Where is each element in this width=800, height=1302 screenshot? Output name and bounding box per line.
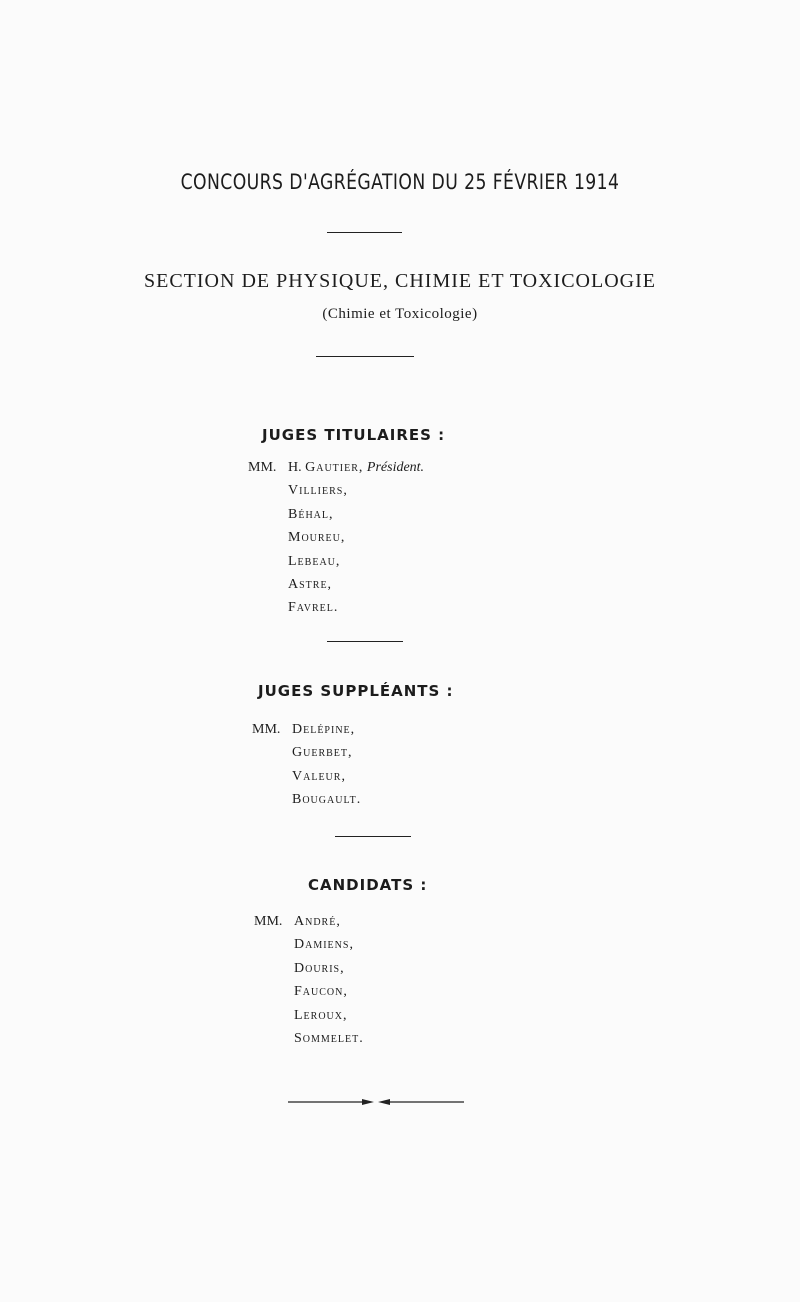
divider-rule-2 bbox=[316, 356, 414, 357]
member-name: Guerbet, bbox=[292, 745, 353, 761]
list-prefix: MM. bbox=[252, 722, 281, 737]
list-prefix: MM. bbox=[254, 914, 283, 929]
list-item bbox=[252, 741, 361, 764]
list-item bbox=[254, 957, 364, 980]
list-item bbox=[254, 980, 364, 1003]
member-name: Sommelet. bbox=[294, 1031, 364, 1047]
divider-rule-3 bbox=[327, 641, 403, 642]
end-ornament bbox=[288, 1097, 464, 1107]
member-name: Bougault. bbox=[292, 792, 362, 808]
member-name: Lebeau, bbox=[288, 553, 341, 569]
juges-titulaires-heading: JUGES TITULAIRES : bbox=[262, 426, 446, 444]
list-item bbox=[254, 1027, 364, 1050]
divider-rule-1 bbox=[327, 232, 402, 233]
list-item bbox=[252, 765, 361, 788]
member-name: Damiens, bbox=[294, 937, 354, 953]
member-initial: H. bbox=[288, 460, 302, 475]
list-item bbox=[248, 526, 424, 549]
member-name: Leroux, bbox=[294, 1007, 348, 1023]
candidats-list bbox=[254, 910, 364, 1050]
list-item bbox=[254, 933, 364, 956]
member-name: André, bbox=[294, 914, 341, 929]
document-title: CONCOURS D'AGRÉGATION DU 25 FÉVRIER 1914 bbox=[180, 170, 620, 194]
list-item bbox=[248, 596, 424, 619]
divider-rule-4 bbox=[335, 836, 411, 837]
list-item bbox=[254, 910, 364, 933]
section-subtitle: (Chimie et Toxicologie) bbox=[322, 306, 478, 322]
member-name: Valeur, bbox=[292, 768, 346, 784]
member-name: Favrel. bbox=[288, 600, 339, 616]
member-name: Moureu, bbox=[288, 530, 346, 546]
list-item bbox=[254, 1004, 364, 1027]
candidats-heading: CANDIDATS : bbox=[308, 876, 428, 894]
list-item bbox=[252, 788, 361, 811]
member-name: Delépine, bbox=[292, 722, 356, 737]
juges-titulaires-list bbox=[248, 456, 424, 620]
list-item bbox=[248, 573, 424, 596]
member-name: Douris, bbox=[294, 960, 345, 976]
list-item bbox=[248, 456, 424, 479]
list-prefix: MM. bbox=[248, 460, 277, 475]
juges-suppleants-heading: JUGES SUPPLÉANTS : bbox=[258, 682, 454, 700]
president-label: Président. bbox=[366, 460, 425, 475]
member-name: Villiers, bbox=[288, 483, 348, 499]
member-name: Faucon, bbox=[294, 984, 348, 1000]
list-item bbox=[248, 503, 424, 526]
list-item bbox=[248, 550, 424, 573]
member-name: Béhal, bbox=[288, 506, 334, 522]
juges-suppleants-list bbox=[252, 718, 361, 812]
list-item bbox=[248, 479, 424, 502]
section-title: SECTION DE PHYSIQUE, CHIMIE ET TOXICOLOGIE bbox=[144, 270, 656, 292]
member-name: Gautier, bbox=[305, 460, 364, 475]
member-name: Astre, bbox=[288, 577, 333, 593]
list-item bbox=[252, 718, 361, 741]
